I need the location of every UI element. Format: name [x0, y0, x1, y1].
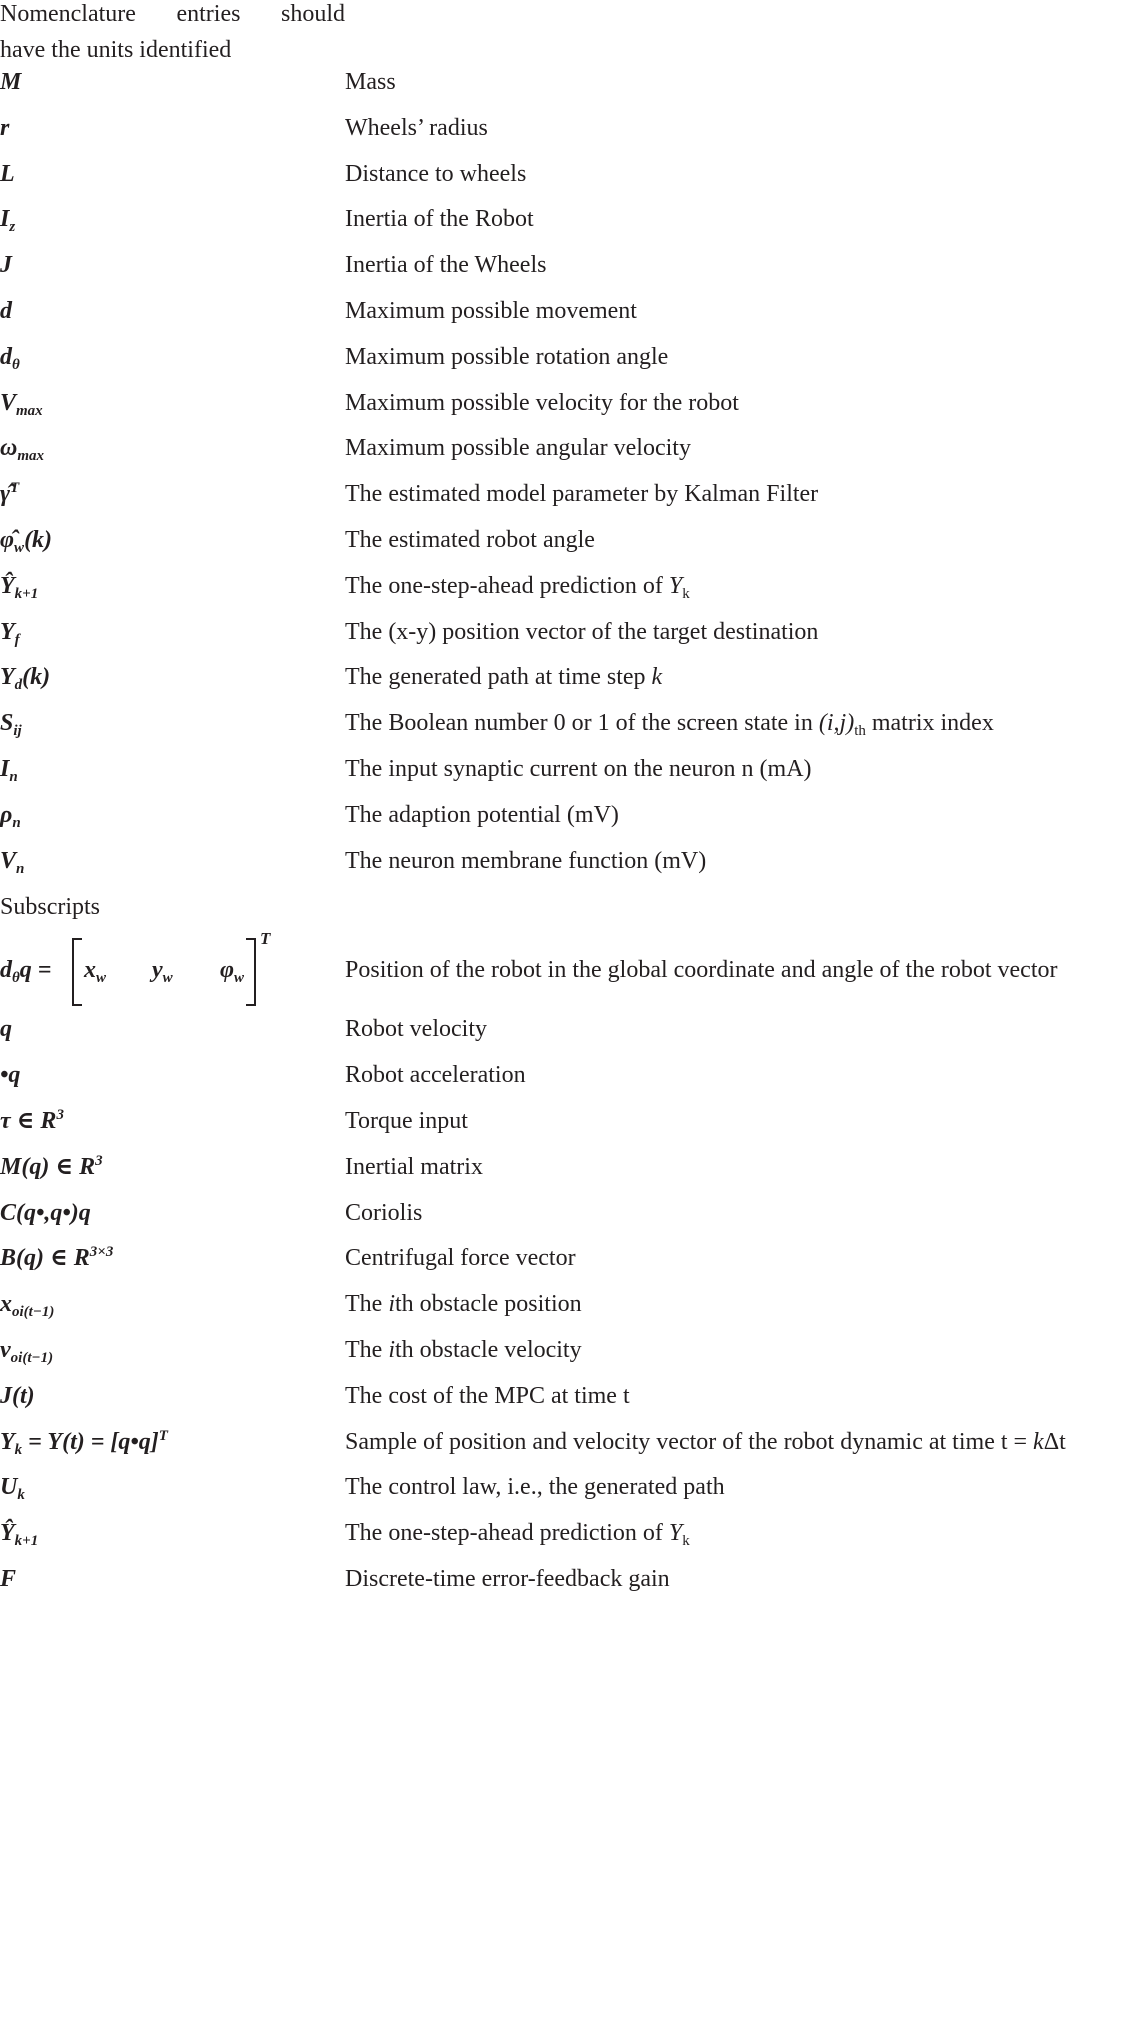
- description: [345, 337, 668, 377]
- symbol-suffix: q =: [19, 957, 52, 984]
- subscript-row: [0, 1422, 1145, 1462]
- description-text: th obstacle position: [394, 1291, 582, 1318]
- symbol: [0, 703, 22, 743]
- description-variable: Y: [668, 1520, 683, 1547]
- symbol-base: Ŷ: [0, 1520, 15, 1547]
- description: [345, 1101, 468, 1141]
- symbol-subscript: n: [16, 860, 25, 877]
- symbol: [0, 1238, 113, 1278]
- nomenclature-row: [0, 291, 1145, 331]
- symbol: [0, 1284, 54, 1324]
- description-text: The control law, i.e., the generated path: [345, 1474, 725, 1501]
- description-text: The neuron membrane function (mV): [345, 847, 707, 874]
- matrix-entry-base: φ: [220, 957, 235, 984]
- description: [345, 1055, 526, 1095]
- symbol-subscript: θ: [12, 356, 20, 373]
- description: [345, 1284, 582, 1324]
- symbol-base: Y: [0, 618, 15, 645]
- description-text: Discrete-time error-feedback gain: [345, 1566, 670, 1592]
- description: [345, 62, 396, 102]
- nomenclature-row: [0, 520, 1145, 560]
- matrix-entry-subscript: w: [234, 970, 245, 987]
- symbol: [0, 520, 52, 560]
- description-text: Sample of position and velocity vector of the robot dynamic at time t =: [345, 1428, 1034, 1455]
- symbol-subscript: oi(t−1): [12, 1304, 55, 1321]
- symbol: [0, 935, 51, 1005]
- matrix-entry-subscript: w: [162, 970, 173, 987]
- symbol: [0, 612, 20, 652]
- symbol-subscript: n: [12, 814, 21, 831]
- description: [345, 1559, 670, 1599]
- subscripts-heading: Subscripts: [0, 894, 101, 921]
- symbol-base: I: [0, 756, 10, 782]
- symbol-base: d: [0, 343, 12, 370]
- symbol: [0, 795, 21, 835]
- description: [345, 935, 1058, 1005]
- symbol: [0, 62, 21, 102]
- symbol: [0, 1330, 53, 1370]
- description-text: The one-step-ahead prediction of: [345, 572, 669, 599]
- description-text: Maximum possible velocity for the robot: [345, 389, 739, 416]
- symbol-suffix: = Y(t) = [q•q]: [22, 1428, 159, 1455]
- symbol-base: L: [0, 160, 15, 187]
- symbol-subscript: k: [17, 1487, 25, 1504]
- description-text: The estimated model parameter by Kalman Filter: [345, 481, 819, 508]
- description: [345, 474, 818, 514]
- subscript-row: [0, 1284, 1145, 1324]
- description: [345, 291, 637, 331]
- description-text: Inertial matrix: [345, 1153, 483, 1180]
- description: [345, 1009, 487, 1049]
- description-variable: i: [388, 1291, 395, 1318]
- symbol-base: d: [0, 298, 12, 324]
- symbol: [0, 337, 20, 377]
- description-variable: (i,j): [818, 710, 855, 737]
- symbol-base: τ ∈ R: [0, 1108, 57, 1134]
- nomenclature-row: [0, 337, 1145, 377]
- matrix-entry: [220, 935, 244, 1005]
- description: [345, 245, 546, 285]
- nomenclature-row: [0, 62, 1145, 102]
- symbol-suffix: (k): [22, 664, 51, 691]
- description: [345, 108, 488, 148]
- symbol-subscript: k+1: [14, 585, 39, 602]
- symbol-base: v: [0, 1337, 11, 1363]
- symbol: [0, 1055, 20, 1095]
- description: [345, 199, 534, 239]
- description-text: The generated path at time step: [345, 664, 652, 691]
- symbol-base: Ŷ: [0, 572, 15, 599]
- symbol-prefix: •: [0, 1062, 9, 1089]
- symbol-base: Y: [0, 1428, 15, 1455]
- subscript-row: [0, 1559, 1145, 1599]
- description-variable: Y: [668, 572, 683, 599]
- nomenclature-row: [0, 657, 1145, 697]
- symbol-subscript: k: [14, 1441, 23, 1458]
- description-text: Robot acceleration: [345, 1062, 526, 1089]
- description-text: Distance to wheels: [345, 160, 527, 187]
- matrix-entry-subscript: w: [96, 970, 107, 987]
- nomenclature-row: [0, 795, 1145, 835]
- description-text: The one-step-ahead prediction of: [345, 1520, 669, 1547]
- description: [345, 749, 812, 789]
- symbol: [0, 291, 12, 331]
- subscript-row: [0, 1330, 1145, 1370]
- subscript-row: [0, 1467, 1145, 1507]
- nomenclature-row: [0, 245, 1145, 285]
- symbol: [0, 108, 9, 148]
- subscript-row: [0, 929, 1145, 1005]
- description: [345, 1467, 725, 1507]
- description-text: Robot velocity: [345, 1016, 487, 1043]
- description-variable: k: [651, 664, 663, 691]
- symbol-base: J: [0, 252, 12, 279]
- description: [345, 1238, 576, 1278]
- symbol-subscript: θ: [12, 970, 20, 987]
- symbol-base: F: [0, 1566, 17, 1592]
- symbol-base: φ̂: [0, 527, 15, 553]
- description-text: Inertia of the Wheels: [345, 252, 547, 279]
- matrix-entry-base: y: [152, 957, 163, 984]
- symbol: [0, 1422, 168, 1462]
- symbol-base: ω: [0, 435, 18, 462]
- symbol-base: J(t): [0, 1382, 35, 1409]
- symbol-base: B(q) ∈ R: [0, 1245, 90, 1272]
- symbol-base: q: [8, 1062, 21, 1089]
- symbol: [0, 1513, 38, 1553]
- description-text: Maximum possible angular velocity: [345, 435, 691, 462]
- symbol-base: r: [0, 114, 10, 141]
- description-variable: i: [388, 1337, 395, 1363]
- symbol: [0, 1147, 103, 1187]
- description: [345, 612, 818, 652]
- description-text: th obstacle velocity: [394, 1337, 582, 1363]
- symbol-superscript: 3: [95, 1152, 103, 1169]
- subscript-row: [0, 1055, 1145, 1095]
- description: [345, 1193, 422, 1233]
- symbol-base: q: [0, 1016, 12, 1043]
- description-text: Coriolis: [345, 1199, 423, 1226]
- symbol-base: M: [0, 69, 22, 95]
- subscript-row: [0, 1147, 1145, 1187]
- description: [345, 657, 662, 697]
- symbol-base: C(q•,q•)q: [0, 1199, 91, 1226]
- symbol: [0, 428, 44, 468]
- description-text: The cost of the MPC at time t: [345, 1382, 630, 1409]
- symbol-superscript: 3: [56, 1107, 64, 1123]
- symbol-subscript: max: [16, 402, 43, 419]
- symbol: [0, 1559, 16, 1599]
- description-text: Maximum possible rotation angle: [345, 343, 669, 370]
- symbol-base: M(q) ∈ R: [0, 1153, 96, 1180]
- symbol: [0, 474, 19, 514]
- description-text: The input synaptic current on the neuron n (mA): [345, 756, 812, 782]
- symbol: [0, 1467, 25, 1507]
- matrix-entry: [84, 935, 106, 1005]
- description-text: The (x-y) position vector of the target destination: [345, 618, 819, 645]
- nomenclature-row: [0, 749, 1145, 789]
- intro-note: [0, 0, 345, 68]
- symbol-superscript: 3×3: [89, 1244, 114, 1261]
- description-subscript: k: [682, 1533, 690, 1550]
- description-text: Δt: [1043, 1428, 1066, 1455]
- description-subscript: th: [854, 723, 866, 740]
- description: [345, 428, 691, 468]
- description: [345, 1422, 1066, 1462]
- description-text: Maximum possible movement: [345, 298, 637, 324]
- symbol: [0, 657, 50, 697]
- nomenclature-row: [0, 108, 1145, 148]
- symbol-base: V: [0, 389, 17, 416]
- description: [345, 1147, 483, 1187]
- nomenclature-row: [0, 566, 1145, 606]
- symbol-base: U: [0, 1474, 18, 1501]
- description: [345, 154, 526, 194]
- description: [345, 841, 706, 881]
- symbol-base: d: [0, 957, 12, 984]
- description: [345, 520, 595, 560]
- description-text: The: [345, 1337, 389, 1363]
- subscript-row: [0, 1238, 1145, 1278]
- description: [345, 1513, 690, 1553]
- description: [345, 1376, 630, 1416]
- description-text: Wheels’ radius: [345, 114, 488, 141]
- description: [345, 383, 739, 423]
- matrix-bracket-right: [246, 938, 256, 1006]
- symbol: [0, 1009, 12, 1049]
- description-text: The adaption potential (mV): [345, 801, 619, 828]
- matrix-entry: [152, 935, 173, 1005]
- description-variable: k: [1033, 1428, 1044, 1455]
- intro-line-2: have the units identified: [0, 37, 232, 63]
- symbol-subscript: oi(t−1): [10, 1350, 54, 1366]
- symbol: [0, 154, 15, 194]
- symbol: [0, 383, 43, 423]
- description-text: Centrifugal force vector: [345, 1245, 576, 1272]
- description-text: The Boolean number 0 or 1 of the screen state in: [345, 710, 819, 737]
- symbol: [0, 1376, 35, 1416]
- symbol-subscript: n: [9, 769, 18, 785]
- matrix-bracket-left: [72, 938, 82, 1006]
- symbol-base: γ̂: [0, 481, 10, 508]
- symbol-subscript: ij: [13, 723, 22, 740]
- symbol-base: Y: [0, 664, 15, 691]
- symbol: [0, 1101, 64, 1141]
- subscript-row: [0, 1376, 1145, 1416]
- nomenclature-row: [0, 703, 1145, 743]
- symbol-subscript: z: [9, 219, 16, 236]
- symbol-base: x: [0, 1291, 12, 1318]
- subscript-row: [0, 1193, 1145, 1233]
- symbol-base: I: [0, 206, 10, 233]
- subscript-row: [0, 1513, 1145, 1553]
- subscript-row: [0, 1009, 1145, 1049]
- symbol: [0, 841, 24, 881]
- nomenclature-row: [0, 841, 1145, 881]
- subscript-row: [0, 1101, 1145, 1141]
- description: [345, 795, 619, 835]
- description-text: Position of the robot in the global coordinate and angle of the robot vector: [345, 957, 1058, 984]
- symbol-subscript: f: [14, 631, 20, 648]
- symbol-base: S: [0, 710, 14, 737]
- symbol-base: V: [0, 847, 17, 874]
- symbol: [0, 245, 12, 285]
- description-text: Mass: [345, 69, 396, 95]
- nomenclature-row: [0, 612, 1145, 652]
- symbol: [0, 749, 18, 789]
- matrix-superscript: T: [260, 929, 271, 949]
- description-text: Torque input: [345, 1108, 468, 1134]
- description-subscript: k: [682, 585, 690, 602]
- symbol: [0, 1193, 91, 1233]
- symbol: [0, 566, 38, 606]
- symbol-superscript: T: [158, 1427, 168, 1444]
- nomenclature-row: [0, 474, 1145, 514]
- description-text: The estimated robot angle: [345, 527, 595, 553]
- description-text: The: [345, 1291, 389, 1318]
- symbol: [0, 199, 15, 239]
- intro-line-1: Nomenclature entries should: [0, 1, 345, 27]
- description-text: Inertia of the Robot: [345, 206, 534, 233]
- symbol-subscript: d: [14, 677, 23, 694]
- symbol-superscript: T: [9, 480, 20, 497]
- description-text: matrix index: [865, 710, 994, 737]
- symbol-subscript: w: [14, 540, 25, 556]
- symbol-subscript: k+1: [14, 1533, 39, 1550]
- symbol-suffix: (k): [24, 527, 53, 553]
- description: [345, 1330, 582, 1370]
- symbol-subscript: max: [17, 448, 45, 465]
- matrix-entry-base: x: [84, 957, 96, 984]
- nomenclature-row: [0, 428, 1145, 468]
- description: [345, 566, 690, 606]
- description: [345, 703, 994, 743]
- nomenclature-row: [0, 383, 1145, 423]
- symbol-base: ρ: [0, 801, 13, 828]
- nomenclature-row: [0, 199, 1145, 239]
- nomenclature-row: [0, 154, 1145, 194]
